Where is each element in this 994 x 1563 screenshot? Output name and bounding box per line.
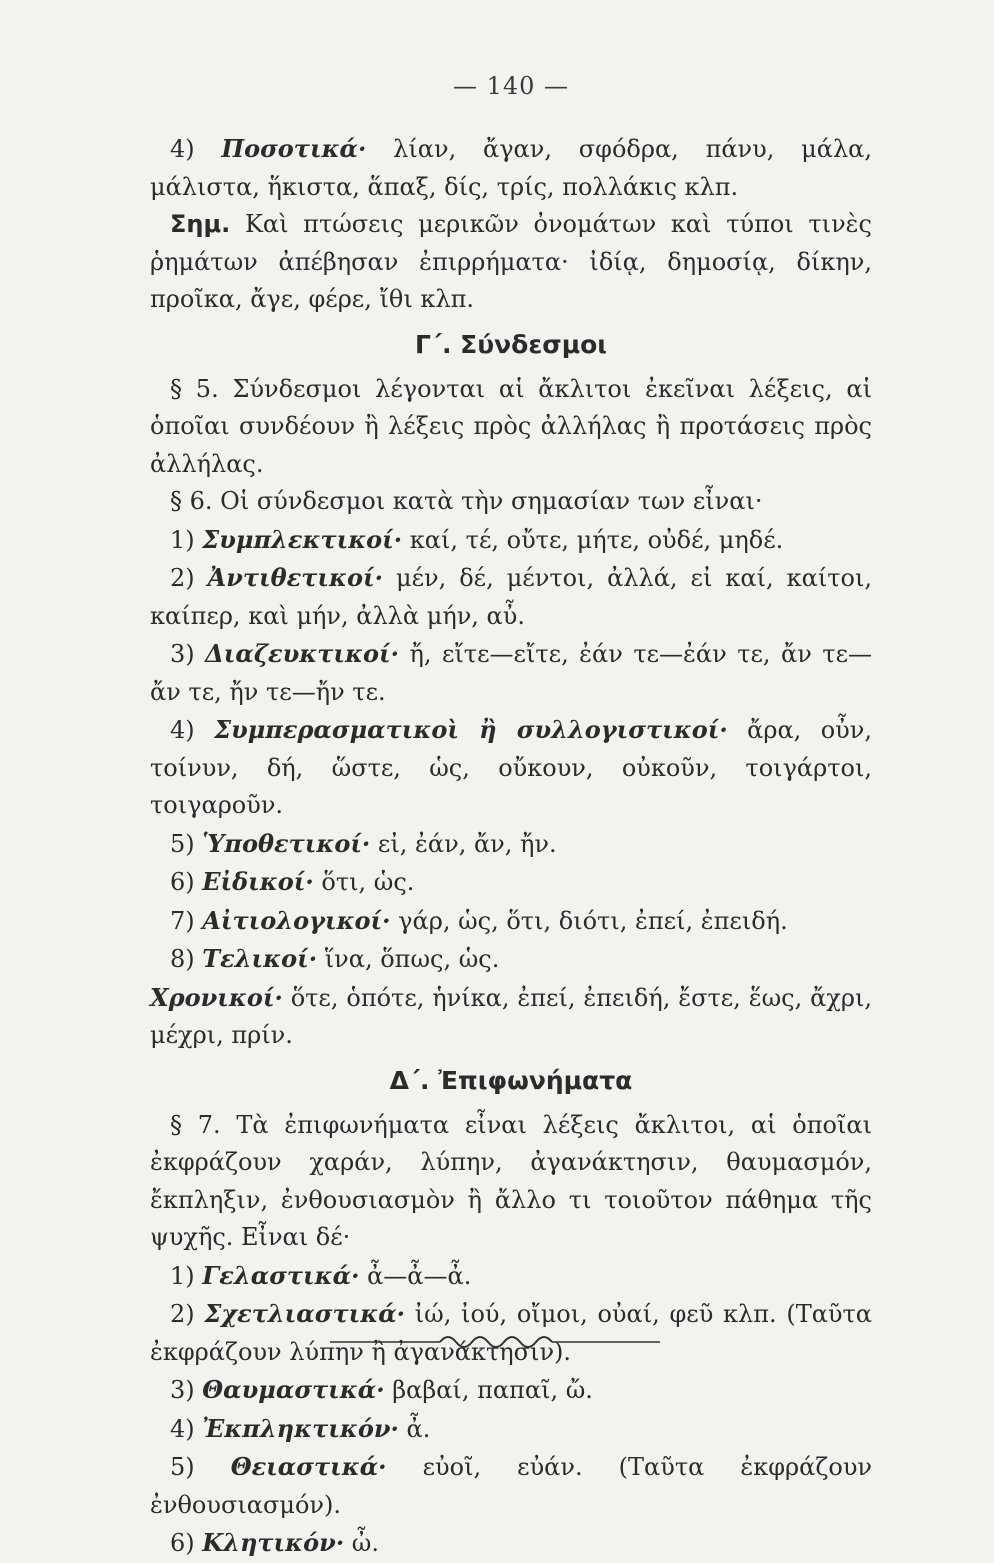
category-term: Διαζευκτικοί· [205, 639, 399, 668]
item-text: ἆ—ἆ—ἆ. [359, 1261, 472, 1290]
item-text: λίαν, ἄγαν, σφόδρα, πάνυ, μάλα, μάλιστα, ἥκιστα, ἅπαξ, δίς, τρίς, πολλάκις κλπ. [150, 135, 872, 201]
item-number: 4) [170, 716, 215, 744]
item-text: εἰ, ἐάν, ἄν, ἤν. [370, 829, 557, 858]
list-item [150, 521, 872, 560]
category-term: Τελικοί· [202, 944, 318, 973]
category-term: Θειαστικά· [230, 1452, 387, 1481]
note-text: Καὶ πτώσεις μερικῶν ὀνομάτων καὶ τύποι τινὲς ῥημάτων ἀπέβησαν ἐπιρρήματα· ἰδίᾳ, δημοσίᾳ, δίκην, προῖκα, ἄγε, φέρε, ἴθι κλπ. [150, 210, 872, 313]
item-text: βαβαί, παπαῖ, ὤ. [384, 1376, 593, 1404]
item-number: 5) [170, 829, 203, 858]
note-label: Σημ. [170, 210, 231, 238]
list-item [150, 1410, 872, 1449]
item-number: 6) [170, 1529, 203, 1557]
list-item [150, 1524, 872, 1563]
category-term: Ἐκπληκτικόν· [202, 1413, 399, 1443]
list-item [150, 635, 872, 711]
item-text: ὦ. [344, 1529, 379, 1557]
category-term: Ἀντιθετικοί· [207, 563, 383, 592]
item-text: ἰώ, ἰού, οἴμοι, οὐαί, φεῦ κλπ. (Ταῦτα ἐκφράζουν λύπην ἢ ἀγανάκτησιν). [150, 1300, 872, 1366]
item-number: 4) [170, 135, 222, 163]
item-text: μέν, δέ, μέντοι, ἀλλά, εἰ καί, καίτοι, καίπερ, καὶ μήν, ἀλλὰ μήν, αὖ. [150, 564, 872, 630]
decorative-rule-ornament [330, 1325, 660, 1355]
list-item [150, 1371, 872, 1410]
list-item [150, 825, 872, 864]
item-text: ἄρα, οὖν, τοίνυν, δή, ὥστε, ὡς, οὔκουν, οὐκοῦν, τοιγάρτοι, τοιγαροῦν. [150, 716, 872, 819]
item-number: 1) [170, 525, 203, 554]
item-number: 5) [170, 1453, 231, 1481]
item-text: ὅτι, ὡς. [313, 868, 415, 896]
item-number: 7) [170, 906, 203, 935]
item-number: 2) [170, 1300, 205, 1328]
item-number: 6) [170, 868, 203, 896]
note-paragraph [150, 206, 872, 319]
list-item [150, 940, 872, 979]
section-heading-interjections: Δ΄. Ἐπιφωνήματα [389, 1065, 633, 1095]
list-item [150, 1448, 872, 1524]
list-item [150, 1257, 872, 1296]
item-text: ἵνα, ὅπως, ὡς. [317, 945, 500, 973]
item-number: 3) [170, 1376, 203, 1404]
paragraph-5: § 5. Σύνδεσμοι λέγονται αἱ ἄκλιτοι ἐκεῖναι λέξεις, αἱ ὁποῖαι συνδέουν ἢ λέξεις πρὸς ἀλλήλας ἢ προτάσεις πρὸς ἀλλήλας. [150, 374, 872, 478]
category-term: Χρονικοί· [150, 982, 283, 1012]
item-text: ὅτε, ὁπότε, ἡνίκα, ἐπεί, ἐπειδή, ἔστε, ἕως, ἄχρι, μέχρι, πρίν. [150, 983, 872, 1049]
section-heading-conjunctions: Γ΄. Σύνδεσμοι [414, 329, 608, 359]
item-number: 2) [170, 564, 208, 592]
conjunctions-list [150, 521, 872, 1055]
item-number: 3) [170, 640, 206, 668]
item-number: 1) [170, 1261, 203, 1290]
item-text: γάρ, ὡς, ὅτι, διότι, ἐπεί, ἐπειδή. [390, 906, 788, 935]
category-term: Ὑποθετικοί· [202, 828, 371, 858]
item-text: ἆ. [398, 1414, 431, 1443]
item-text: καί, τέ, οὔτε, μήτε, οὐδέ, μηδέ. [402, 525, 784, 554]
category-term: Αἰτιολογικοί· [202, 905, 391, 935]
category-term: Ποσοτικά· [221, 134, 367, 163]
adverbs-quantity [150, 130, 872, 206]
category-term: Κλητικόν· [202, 1528, 345, 1557]
category-term: Σχετλιαστικά· [204, 1299, 406, 1328]
list-item [150, 711, 872, 825]
category-term: Εἰδικοί· [202, 867, 314, 896]
item-number: 4) [170, 1414, 203, 1443]
interjections-list [150, 1257, 872, 1563]
list-item [150, 902, 872, 941]
category-term: Συμπλεκτικοί· [202, 524, 403, 554]
category-term: Συμπερασματικοὶ ἢ συλλογιστικοί· [214, 715, 728, 744]
paragraph-6: § 6. Οἱ σύνδεσμοι κατὰ τὴν σημασίαν των εἶναι· [170, 487, 763, 515]
list-item [150, 559, 872, 635]
list-item [150, 979, 872, 1055]
paragraph-7: § 7. Τὰ ἐπιφωνήματα εἶναι λέξεις ἄκλιτοι, αἱ ὁποῖαι ἐκφράζουν χαράν, λύπην, ἀγανάκτησιν, θαυμασμόν, ἔκπληξιν, ἐνθουσιασμὸν ἢ ἄλλο τι τοιοῦτον πάθημα τῆς ψυχῆς. Εἶναι δέ· [150, 1110, 872, 1251]
item-number: 8) [170, 945, 203, 973]
category-term: Θαυμαστικά· [202, 1375, 385, 1404]
page-number: — 140 — [452, 72, 570, 100]
list-item [150, 863, 872, 902]
category-term: Γελαστικά· [202, 1260, 360, 1290]
item-text: ἤ, εἴτε—εἴτε, ἐάν τε—ἐάν τε, ἄν τε—ἄν τε, ἤν τε—ἤν τε. [150, 640, 873, 706]
item-text: εὐοῖ, εὐάν. (Ταῦτα ἐκφράζουν ἐνθουσιασμόν). [150, 1453, 872, 1519]
